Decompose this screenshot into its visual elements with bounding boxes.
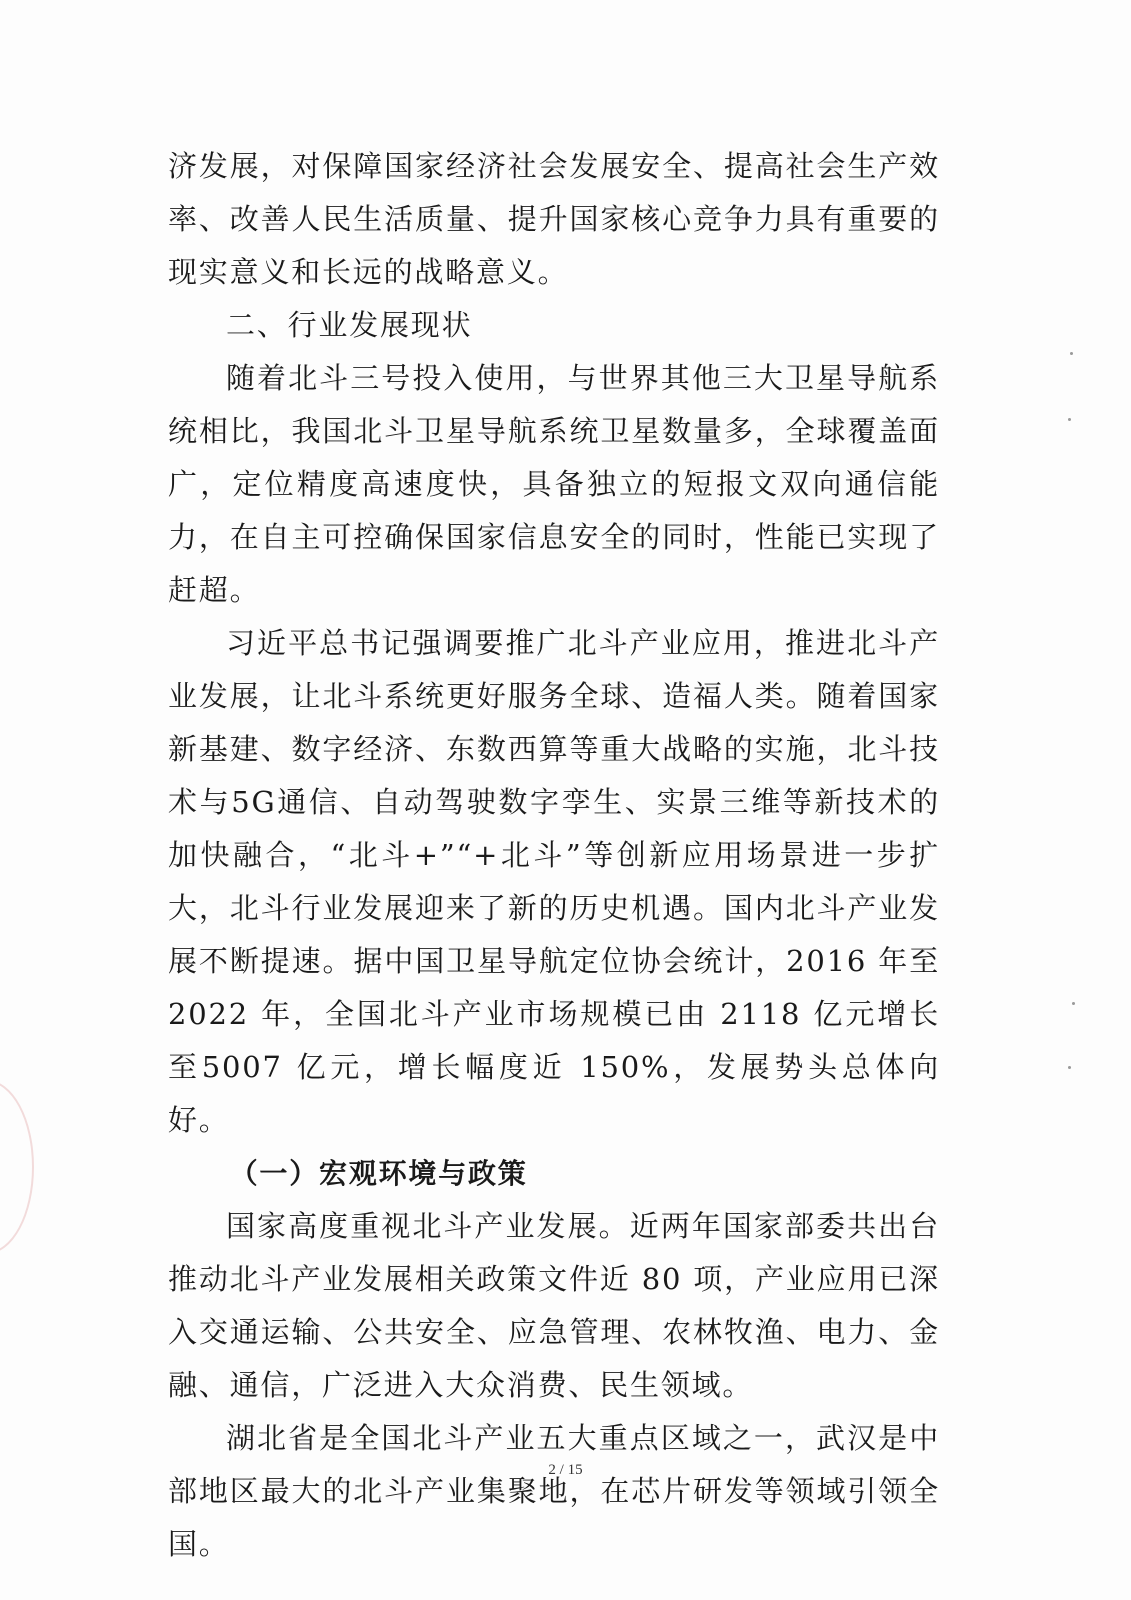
paragraph-national-policy: 国家高度重视北斗产业发展。近两年国家部委共出台推动北斗产业发展相关政策文件近 80 项，产业应用已深入交通运输、公共安全、应急管理、农林牧渔、电力、金融、通信，广泛进入大众消费、民生领域。 (168, 1209, 940, 1402)
scan-speck (1068, 418, 1071, 421)
paragraph-beidou-comparison: 随着北斗三号投入使用，与世界其他三大卫星导航系统相比，我国北斗卫星导航系统卫星数量多，全球覆盖面广，定位精度高速度快，具备独立的短报文双向通信能力，在自主可控确保国家信息安全的同时，性能已实现了赶超。 (168, 361, 940, 607)
scan-speck (1072, 1002, 1075, 1005)
paragraph-industry-development: 习近平总书记强调要推广北斗产业应用，推进北斗产业发展，让北斗系统更好服务全球、造福人类。随着国家新基建、数字经济、东数西算等重大战略的实施，北斗技术与5G通信、自动驾驶数字孪生、实景三维等新技术的加快融合，“北斗+”“+北斗”等创新应用场景进一步扩大，北斗行业发展迎来了新的历史机遇。国内北斗产业发展不断提速。据中国卫星导航定位协会统计，2016 年至 2022 年，全国北斗产业市场规模已由 2118 亿元增长至5007 亿元，增长幅度近 150%，发展势头总体向好。 (168, 626, 940, 1137)
section-heading-industry-status: 二、行业发展现状 (226, 308, 473, 342)
subsection-heading-macro-policy: （一）宏观环境与政策 (229, 1157, 528, 1190)
paragraph-hubei-region: 湖北省是全国北斗产业五大重点区域之一，武汉是中部地区最大的北斗产业集聚地，在芯片研发等领域引领全国。 (168, 1421, 940, 1561)
document-body (168, 140, 940, 1571)
faint-seal-mark (0, 1080, 34, 1254)
scan-speck (1070, 352, 1073, 355)
page-number: 2 / 15 (548, 1462, 583, 1478)
scan-speck (1068, 1066, 1071, 1069)
paragraph-continuation: 济发展，对保障国家经济社会发展安全、提高社会生产效率、改善人民生活质量、提升国家核心竞争力具有重要的现实意义和长远的战略意义。 (168, 149, 940, 289)
